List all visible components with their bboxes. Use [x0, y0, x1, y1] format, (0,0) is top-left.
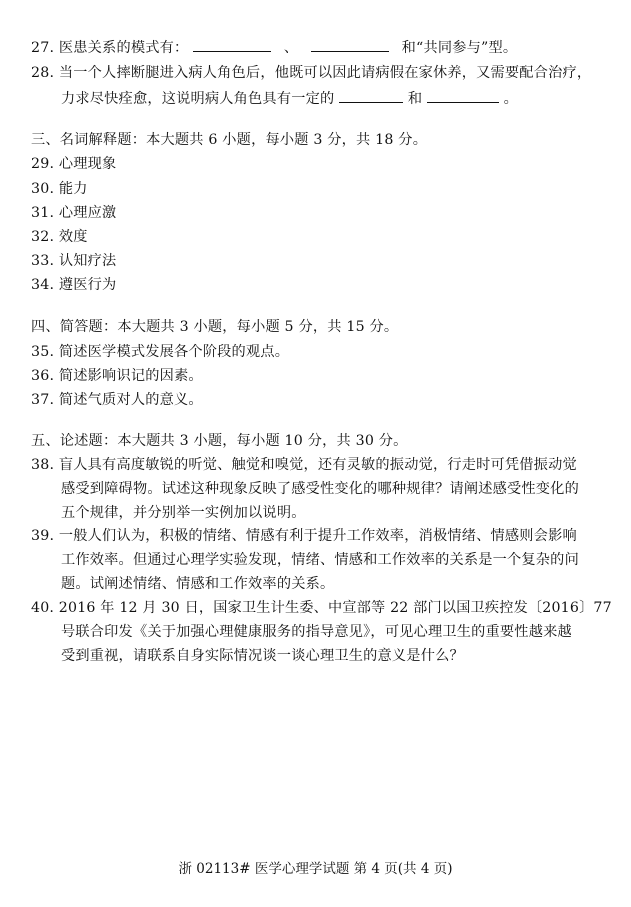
question-30 — [31, 180, 88, 198]
question-number: 32. — [31, 229, 55, 245]
question-number: 29. — [31, 156, 55, 172]
question-38-line-3: 五个规律，并分别举一实例加以说明。 — [61, 505, 306, 521]
section-heading-3: 三、名词解释题：本大题共 6 小题，每小题 3 分，共 18 分。 — [31, 132, 428, 148]
question-number: 27. — [31, 40, 55, 56]
question-text: 力求尽快痊愈，这说明病人角色具有一定的 — [61, 91, 335, 107]
question-text: 和“共同参与”型。 — [401, 40, 518, 56]
question-text: 认知疗法 — [58, 253, 117, 269]
question-number: 28. — [31, 65, 55, 81]
answer-blank[interactable] — [427, 89, 499, 103]
question-text: 遵医行为 — [58, 277, 117, 293]
question-text: 心理应激 — [58, 205, 117, 221]
answer-blank[interactable] — [193, 38, 271, 52]
question-40-line-3: 受到重视，请联系自身实际情况谈一谈心理卫生的意义是什么？ — [61, 648, 464, 664]
question-text: 医患关系的模式有： — [58, 40, 189, 56]
question-29 — [31, 155, 116, 173]
question-text: 简述影响识记的因素。 — [58, 368, 203, 384]
separator: 、 — [283, 40, 299, 56]
question-40 — [31, 599, 612, 617]
question-number: 33. — [31, 253, 55, 269]
question-33 — [31, 252, 116, 270]
question-text: 一般人们认为，积极的情绪、情感有利于提升工作效率，消极情绪、情感则会影响 — [58, 528, 577, 544]
question-text: 当一个人摔断腿进入病人角色后，他既可以因此请病假在家休养，又需要配合治疗， — [58, 65, 592, 81]
question-39-line-3: 题。试阐述情绪、情感和工作效率的关系。 — [61, 576, 335, 592]
answer-blank[interactable] — [311, 38, 389, 52]
question-text: 和 — [407, 91, 423, 107]
question-text: 能力 — [58, 181, 88, 197]
question-37 — [31, 391, 203, 409]
question-text: 心理现象 — [58, 156, 117, 172]
question-number: 34. — [31, 277, 55, 293]
question-text: 盲人具有高度敏锐的听觉、触觉和嗅觉，还有灵敏的振动觉，行走时可凭借振动觉 — [58, 457, 577, 473]
question-32 — [31, 228, 88, 246]
question-28-line-2 — [61, 89, 518, 108]
question-38-line-2: 感受到障碍物。试述这种现象反映了感受性变化的哪种规律？请阐述感受性变化的 — [61, 481, 579, 497]
question-text: 简述气质对人的意义。 — [58, 392, 203, 408]
section-heading-5: 五、论述题：本大题共 3 小题，每小题 10 分，共 30 分。 — [31, 433, 408, 449]
question-number: 30. — [31, 181, 55, 197]
question-text: 效度 — [58, 229, 88, 245]
question-text: 简述医学模式发展各个阶段的观点。 — [58, 344, 290, 360]
question-36 — [31, 367, 203, 385]
question-number: 35. — [31, 344, 55, 360]
question-39 — [31, 527, 577, 545]
question-number: 38. — [31, 457, 55, 473]
question-number: 39. — [31, 528, 55, 544]
page-footer: 浙 02113# 医学心理学试题 第 4 页(共 4 页) — [178, 861, 453, 877]
question-34 — [31, 276, 116, 294]
section-heading-4: 四、简答题：本大题共 3 小题，每小题 5 分，共 15 分。 — [31, 319, 399, 335]
question-40-line-2: 号联合印发《关于加强心理健康服务的指导意见》，可见心理卫生的重要性越来越 — [61, 624, 572, 640]
question-28 — [31, 64, 591, 82]
question-number: 37. — [31, 392, 55, 408]
question-38 — [31, 456, 577, 474]
answer-blank[interactable] — [339, 89, 403, 103]
question-text: 。 — [503, 91, 519, 107]
question-number: 36. — [31, 368, 55, 384]
question-number: 31. — [31, 205, 55, 221]
question-text: 2016 年 12 月 30 日，国家卫生计生委、中宣部等 22 部门以国卫疾控发〔2016〕77 — [58, 600, 612, 616]
question-number: 40. — [31, 600, 55, 616]
question-31 — [31, 204, 116, 222]
question-27 — [31, 38, 517, 57]
question-35 — [31, 343, 289, 361]
question-39-line-2: 工作效率。但通过心理学实验发现，情绪、情感和工作效率的关系是一个复杂的问 — [61, 552, 579, 568]
